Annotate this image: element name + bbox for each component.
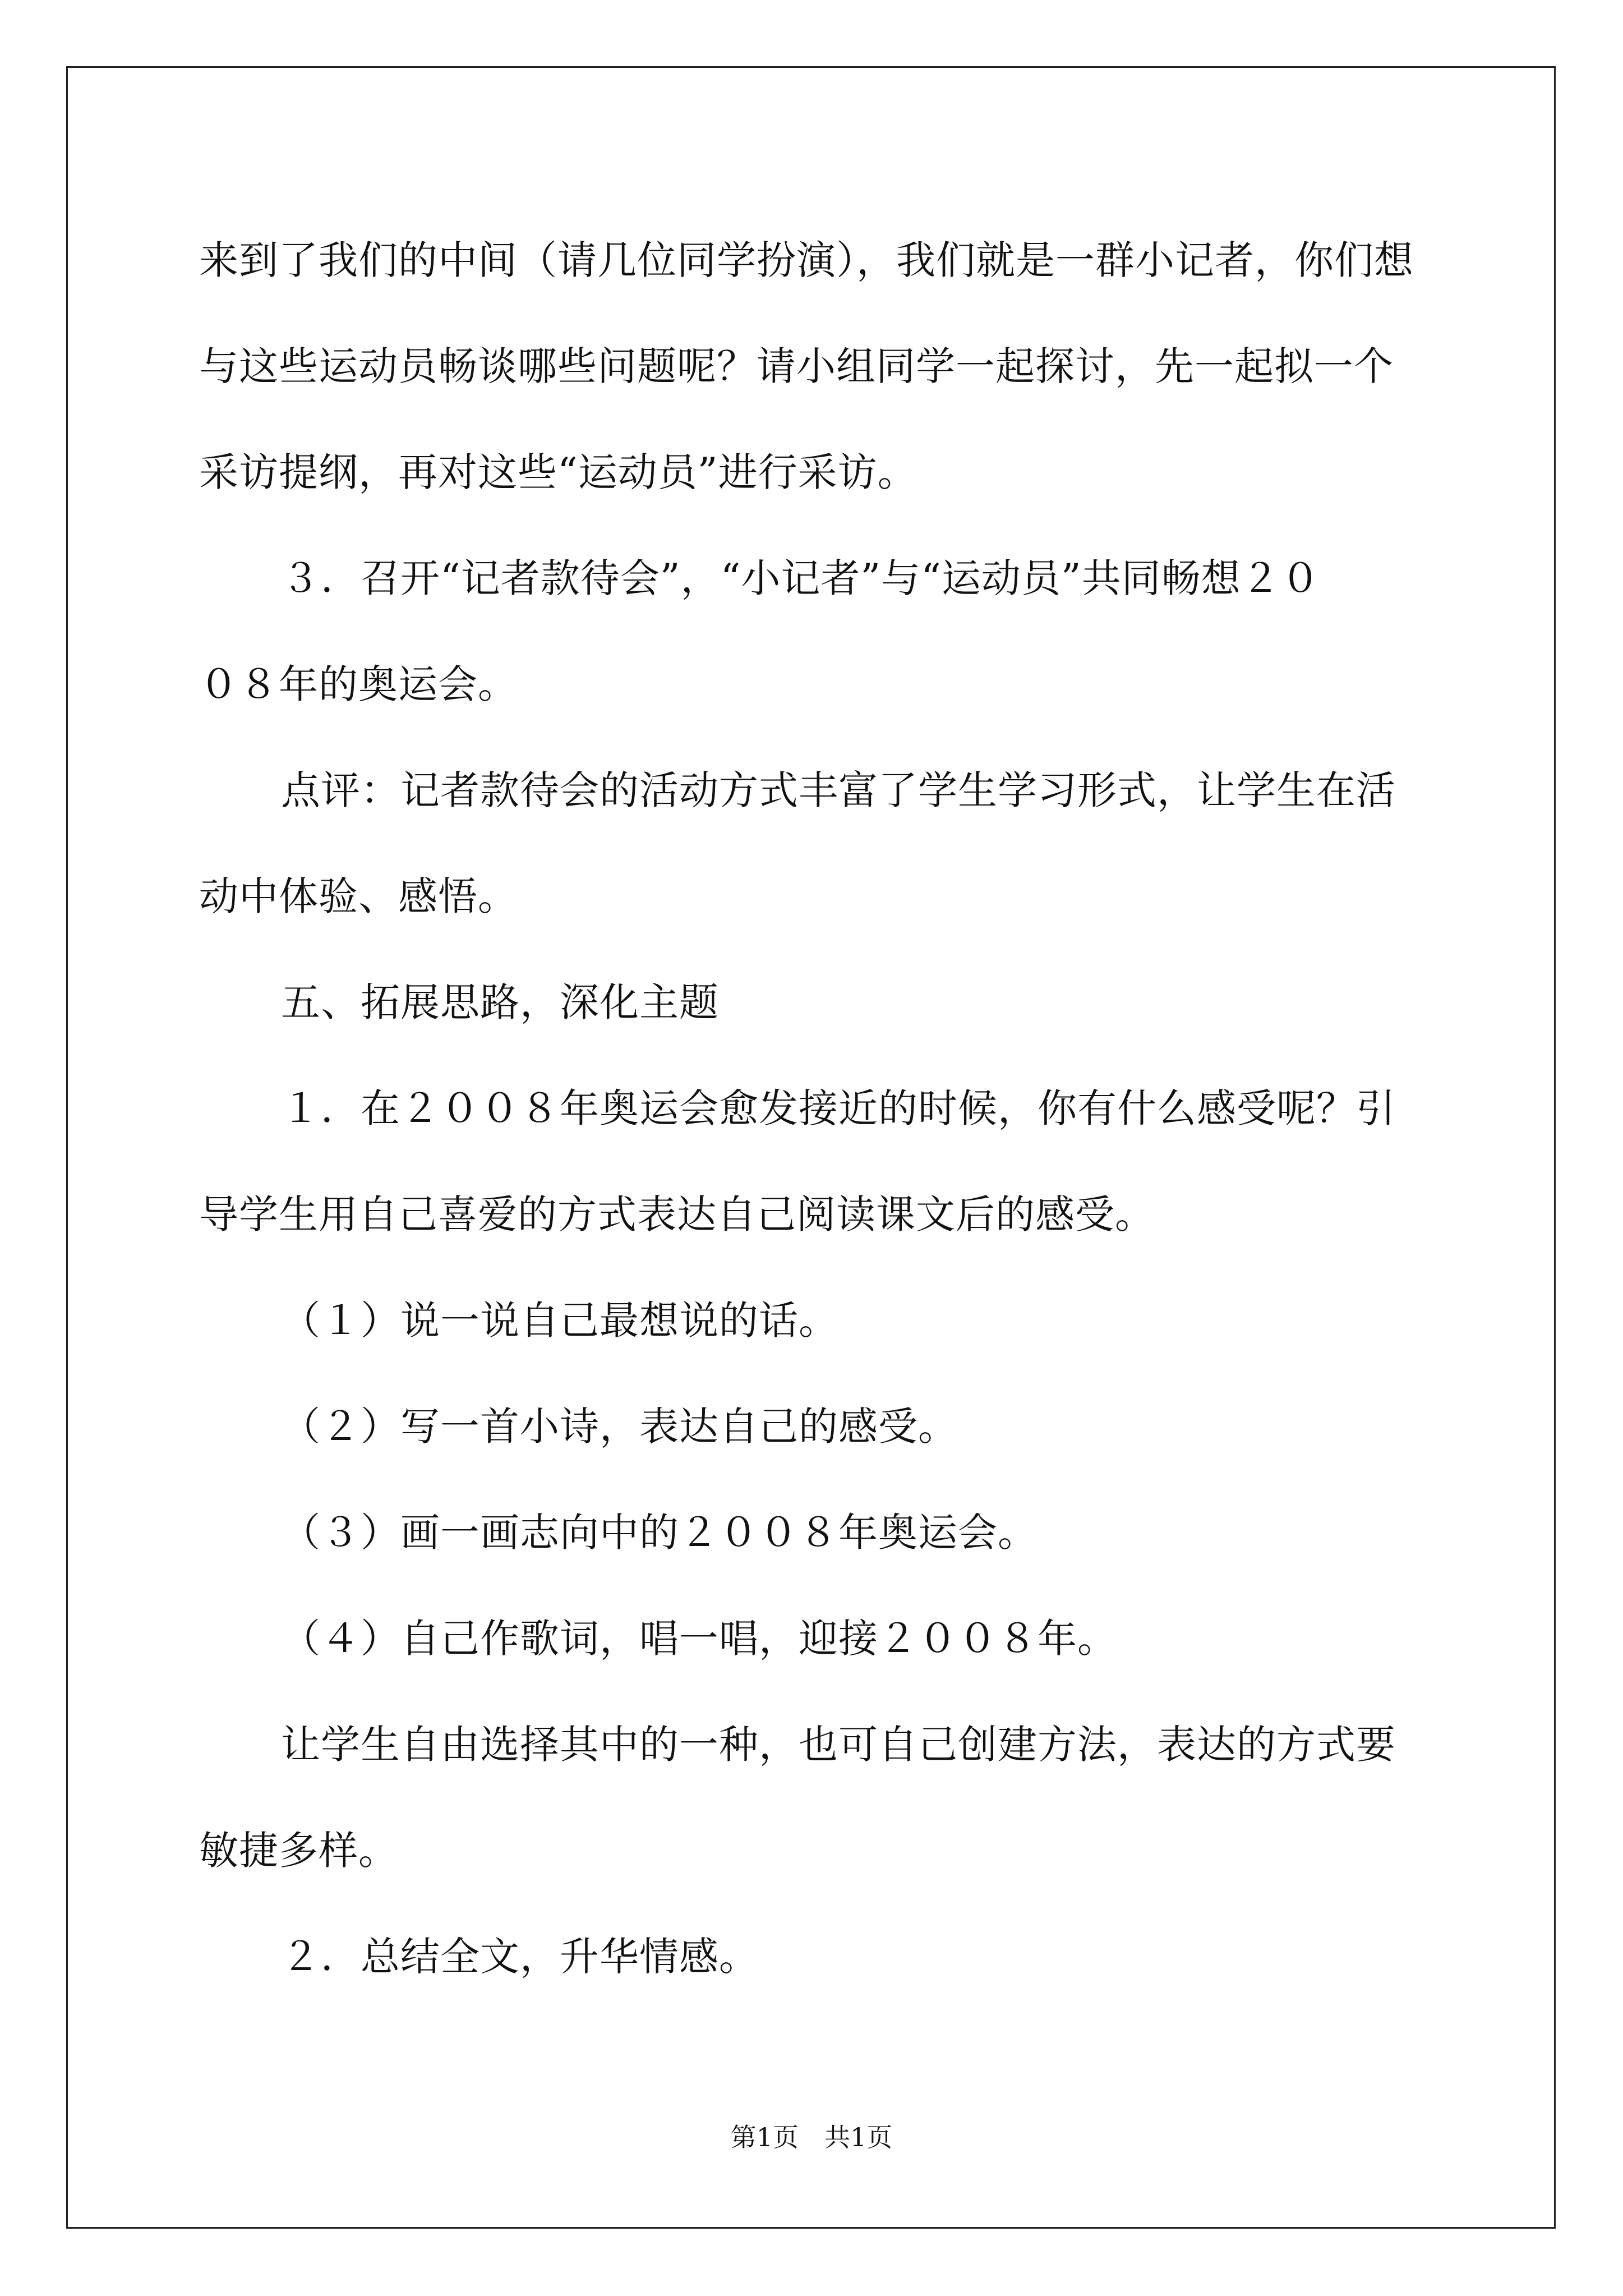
text-line: １．在２００８年奥运会愈发接近的时候，你有什么感受呢？引 (281, 1085, 1396, 1131)
list-item: （１）说一说自己最想说的话。 (281, 1297, 838, 1343)
text-line: 点评：记者款待会的活动方式丰富了学生学习形式，让学生在活 (281, 767, 1396, 813)
document-body (199, 208, 1422, 2010)
text-line: ３．召开“记者款待会”，“小记者”与“运动员”共同畅想２０ (281, 555, 1321, 601)
text-line: 导学生用自己喜爱的方式表达自己阅读课文后的感受。 (199, 1191, 1155, 1237)
list-item: （２）写一首小诗，表达自己的感受。 (281, 1404, 958, 1450)
text-line: 采访提纲，再对这些“运动员”进行采访。 (199, 449, 917, 495)
text-line: 来到了我们的中间（请几位同学扮演），我们就是一群小记者，你们想 (199, 237, 1414, 283)
list-item: （４）自己作歌词，唱一唱，迎接２００８年。 (281, 1616, 1117, 1662)
text-line: 与这些运动员畅谈哪些问题呢？请小组同学一起探讨，先一起拟一个 (199, 343, 1394, 389)
text-line: ２．总结全文，升华情感。 (281, 1934, 759, 1980)
page-number-footer: 第1页 共1页 (730, 2122, 893, 2152)
list-item: （３）画一画志向中的２００８年奥运会。 (281, 1510, 1038, 1556)
text-line: 让学生自由选择其中的一种，也可自己创建方法，表达的方式要 (281, 1722, 1396, 1768)
text-line: 敏捷多样。 (199, 1828, 398, 1874)
section-heading: 五、拓展思路，深化主题 (281, 979, 719, 1025)
text-line: 动中体验、感悟。 (199, 873, 518, 919)
text-line: ０８年的奥运会。 (199, 661, 518, 707)
